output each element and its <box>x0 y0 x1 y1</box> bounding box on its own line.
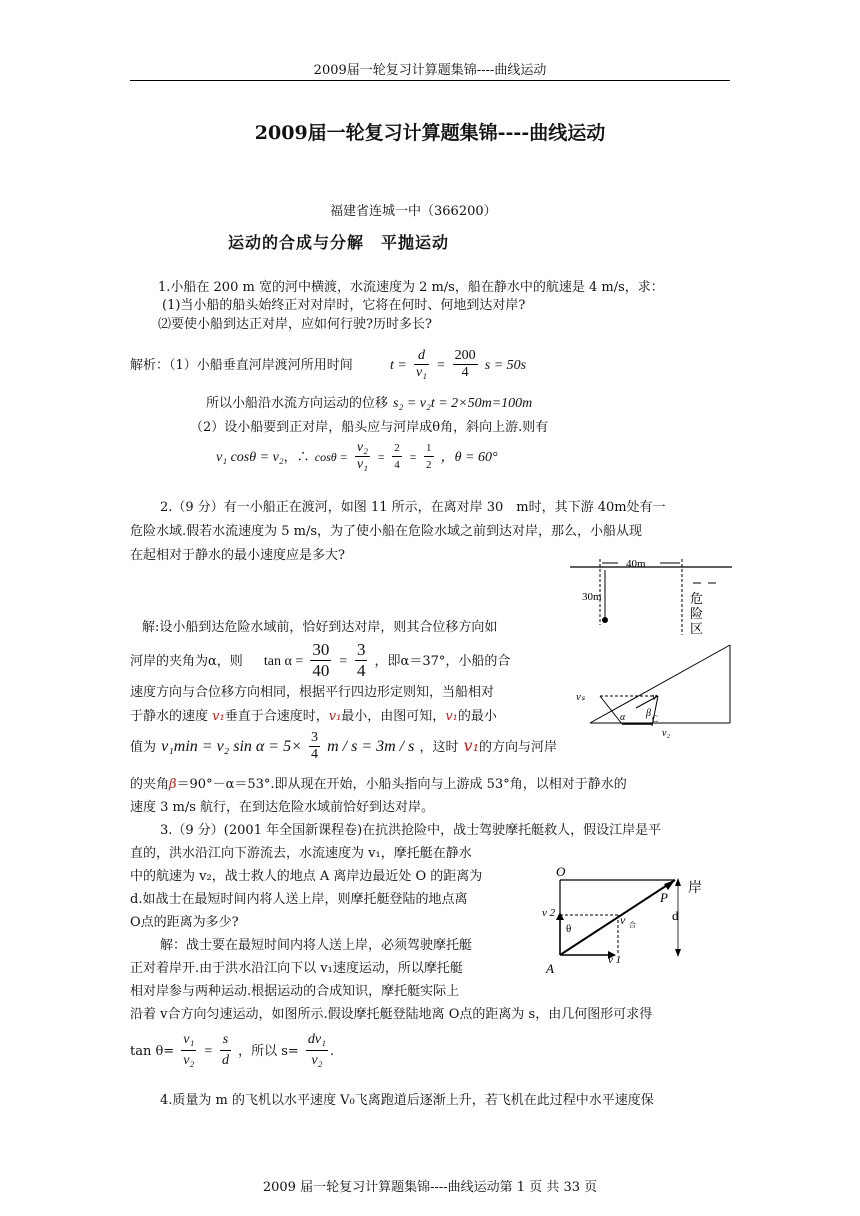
q3-sol-line5: tan θ= $\frac{\text{v₁}}{\text{v₂}}$ = $\frac{s}{d}$ ，所以 s= $\frac{\text{dv₁}}{\text{v₂}}$ . <box>130 1032 335 1068</box>
label-v2: v₂ <box>662 728 670 739</box>
section-heading: 运动的合成与分解 平抛运动 <box>228 233 450 252</box>
label-vs: vₛ <box>576 691 585 703</box>
danger-3: 区 <box>690 621 704 636</box>
label-30m: 30m <box>582 591 602 603</box>
header-rule <box>130 80 730 81</box>
label-theta: θ <box>566 923 572 935</box>
label-v-he: v <box>620 913 626 927</box>
label-v1: v 1 <box>608 954 622 966</box>
label-O: O <box>556 864 566 879</box>
q1-text: 1.小船在 200 m 宽的河中横渡，水流速度为 2 m/s，船在静水中的航速是 4 m/s，求： <box>158 280 664 295</box>
q2-sol-line1: 解:设小船到达危险水域前，恰好到达对岸，则其合位移方向如 <box>142 620 498 635</box>
q3-line1: 3.（9 分）(2001 年全国新课程卷)在抗洪抢险中，战士驾驶摩托艇救人，假设江岸是平 <box>160 823 662 838</box>
q3-line4: d.如战士在最短时间内将人送上岸，则摩托艇登陆的地点离 <box>130 892 468 907</box>
danger-2: 险 <box>690 606 704 621</box>
q2-sol-line7: 速度 3 m/s 航行，在到达危险水域前恰好到达对岸。 <box>130 800 435 815</box>
running-header: 2009届一轮复习计算题集锦----曲线运动 <box>313 63 547 78</box>
page-title: 2009届一轮复习计算题集锦----曲线运动 <box>254 122 606 144</box>
q2-line2: 危险水域.假若水流速度为 5 m/s，为了使小船在危险水域之前到达对岸，那么，小船从现 <box>130 524 643 539</box>
q1-eq-angle: v₁ cosθ = v₂，∴ cosθ = $\frac{\text{v₂}}{\text{v₁}}$ = $\frac{2}{4}$ = $\frac{1}{2}$ ，θ = 60° <box>216 440 498 472</box>
q2-sol-line2: 河岸的夹角为α，则 tan α = $\frac{30}{40}$ = $\frac{3}{4}$ ，即α＝37°，小船的合 <box>130 640 511 680</box>
q2-sol-line3: 速度方向与合位移方向相同，根据平行四边形定则知，当船相对 <box>130 685 495 700</box>
label-v: v <box>652 691 657 703</box>
q3-line2: 直的，洪水沿江向下游流去，水流速度为 v₁，摩托艇在静水 <box>130 846 472 861</box>
q3-sol-line1: 解：战士要在最短时间内将人送上岸，必须驾驶摩托艇 <box>160 938 473 953</box>
q2-sol-line5: 值为 v₁min = v₂ sin α = 5× $\frac{3}{4}$ m / s = 3m / s ，这时 v₁的方向与河岸 <box>130 730 558 762</box>
q2-sol-line4: 于静水的速度 v₁垂直于合速度时，v₁最小，由图可知，v₁的最小 <box>130 709 497 724</box>
danger-1: 危 <box>690 591 704 606</box>
q3-sol-line3: 相对岸参与两种运动.根据运动的合成知识，摩托艇实际上 <box>130 984 460 999</box>
q1-sol-line3: （2）设小船要到正对岸，船头应与河岸成θ角，斜向上游.则有 <box>190 420 549 435</box>
q2-line1: 2.（9 分）有一小船正在渡河，如图 11 所示，在离对岸 30 m时，其下游 40m处有一 <box>160 500 666 515</box>
q3-line3: 中的航速为 v₂，战士救人的地点 A 离岸边最近处 O 的距离为 <box>130 869 483 884</box>
q3-sol-line2: 正对着岸开.由于洪水沿江向下以 v₁速度运动，所以摩托艇 <box>130 961 463 976</box>
figure-velocity-triangle <box>570 640 735 740</box>
q1-sub1: (1)当小船的船头始终正对对岸时，它将在何时、何地到达对岸? <box>162 298 526 313</box>
label-shore: 岸 <box>688 881 702 896</box>
q1-sub2: ⑵要使小船到达正对岸，应如何行驶?历时多长? <box>158 317 432 332</box>
q4-line1: 4.质量为 m 的飞机以水平速度 V₀飞离跑道后逐渐上升，若飞机在此过程中水平速度保 <box>160 1093 654 1108</box>
school-line: 福建省连城一中（366200） <box>330 204 497 219</box>
boat-dot <box>602 617 608 623</box>
label-40m: 40m <box>626 558 646 570</box>
q1-sol-line2: 所以小船沿水流方向运动的位移 <box>206 396 389 411</box>
label-alpha: α <box>620 712 626 723</box>
page-footer: 2009 届一轮复习计算题集锦----曲线运动第 1 页 共 33 页 <box>262 1180 598 1195</box>
q3-sol-line4: 沿着 v合方向匀速运动，如图所示.假设摩托艇登陆地离 O点的距离为 s，由几何图形可求得 <box>130 1007 653 1022</box>
q2-sol-line6: 的夹角β＝90°－α＝53°.即从现在开始，小船头指向与上游成 53°角，以相对于静水的 <box>130 777 627 792</box>
label-v2: v 2 <box>542 907 556 919</box>
label-he: 合 <box>629 921 636 929</box>
figure-motorboat <box>540 860 720 980</box>
label-c: C <box>652 714 659 724</box>
q3-line5: O点的距离为多少? <box>130 915 239 930</box>
q2-line3: 在起相对于静水的最小速度应是多大? <box>130 548 345 563</box>
q1-eq-time: t = $\frac{d}{\text{v₁}}$ = $\frac{200}{4}$ s = 50s <box>390 348 527 380</box>
label-P: P <box>660 890 668 905</box>
label-beta: β <box>646 708 651 719</box>
q1-solution-label: 解析：（1）小船垂直河岸渡河所用时间 <box>130 358 353 373</box>
label-d: d <box>672 908 679 923</box>
q1-eq-displacement: s₂ = v₂t = 2×50m=100m <box>393 396 533 411</box>
figure-11-river <box>560 555 735 640</box>
label-A: A <box>546 961 554 976</box>
